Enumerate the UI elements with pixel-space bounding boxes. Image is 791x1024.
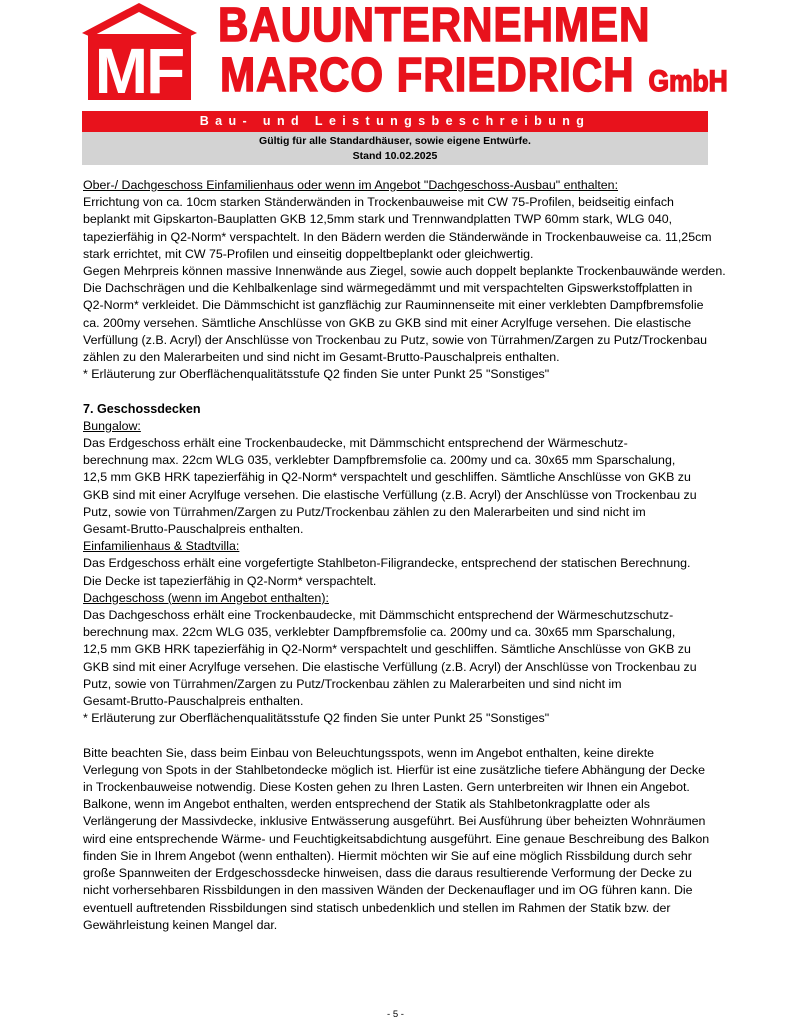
- note-line: große Spannweiten der Erdgeschossdecke hinweisen, dass die daraus resultierende Verformung der Decke zu: [83, 866, 692, 881]
- note-line: in Trockenbauweise notwendig. Diese Kosten gehen zu Ihren Lasten. Gern unterbreiten wir Ihnen ein Angebot.: [83, 780, 690, 795]
- company-name-line2: [220, 48, 728, 103]
- section-title-geschossdecken: 7. Geschossdecken: [83, 401, 201, 416]
- section-heading-dachgeschoss: Ober-/ Dachgeschoss Einfamilienhaus oder wenn im Angebot "Dachgeschoss-Ausbau" enthalten:: [83, 178, 619, 192]
- body-line: 12,5 mm GKB HRK tapezierfähig in Q2-Norm* verspachtelt und geschliffen. Sämtliche Anschlüsse von GKB zu: [83, 470, 691, 485]
- body-line: tapezierfähig in Q2-Norm* verspachtelt. In den Bädern werden die Ständerwände in Trockenbauweise ca. 11,25cm: [83, 229, 712, 244]
- body-line: Putz, sowie von Türrahmen/Zargen zu Putz/Trockenbau zählen zu Malerarbeiten und sind nicht im: [83, 676, 622, 691]
- body-line: Die Dachschrägen und die Kehlbalkenlage sind wärmegedämmt und mit verspachtelten Gipswerkstoffplatten in: [83, 281, 693, 296]
- body-line: Die Decke ist tapezierfähig in Q2-Norm* verspachtelt.: [83, 573, 377, 588]
- note-line: Balkone, wenn im Angebot enthalten, werden entsprechend der Statik als Stahlbetonkragplatte oder als: [83, 797, 650, 812]
- body-line: Das Dachgeschoss erhält eine Trockenbaudecke, mit Dämmschicht entsprechend der Wärmeschutzschutz-: [83, 608, 674, 623]
- note-line: finden Sie in Ihrem Angebot (wenn enthalten). Hiermit möchten wir Sie auf eine möglich Rissbildung durch sehr: [83, 848, 692, 863]
- body-line: beplankt mit Gipskarton-Bauplatten GKB 12,5mm stark und Trennwandplatten TWP 60mm stark, WLG 040,: [83, 212, 673, 227]
- body-line: Verfüllung (z.B. Acryl) der Anschlüsse von Trockenbau zu Putz, sowie von Türrahmen/Zargen zu Putz/Trockenbau: [83, 332, 707, 347]
- body-line: GKB sind mit einer Acrylfuge versehen. Die elastische Verfüllung (z.B. Acryl) der Anschlüsse von Trockenbau zu: [83, 659, 697, 674]
- body-line: zählen zu den Malerarbeiten und sind nicht im Gesamt-Brutto-Pauschalpreis enthalten.: [83, 350, 560, 365]
- body-line: ca. 200my versehen. Sämtliche Anschlüsse von GKB zu GKB sind mit einer Acrylfuge versehen. Die elastische: [83, 315, 692, 330]
- body-line: stark errichtet, mit CW 75-Profilen und einseitig doppeltbeplankt oder gleichwertig.: [83, 246, 534, 261]
- company-name-line1: BAUUNTERNEHMEN: [218, 0, 651, 52]
- logo-text: MF: [94, 35, 184, 100]
- note-line: eventuell auftretenden Rissbildungen sind statisch unbedenklich und stellen im Rahmen der Statik bzw. der: [83, 900, 671, 915]
- body-line: Das Erdgeschoss erhält eine vorgefertigte Stahlbeton-Filigrandecke, entsprechend der statischen Berechnung.: [83, 556, 691, 571]
- note-line: wird eine entsprechende Wärme- und Feuchtigkeitsabdichtung ausgeführt. Eine genaue Beschreibung des Balkon: [83, 831, 710, 846]
- note-line: nicht vorhersehbaren Rissbildungen in den massiven Wänden der Deckenauflager und im OG führen kann. Die: [83, 883, 693, 898]
- body-line: GKB sind mit einer Acrylfuge versehen. Die elastische Verfüllung (z.B. Acryl) der Anschlüsse von Trockenbau zu: [83, 487, 697, 502]
- note-line: Gewährleistung keinen Mangel dar.: [83, 917, 278, 932]
- body-line: Gesamt-Brutto-Pauschalpreis enthalten.: [83, 694, 304, 709]
- subtitle-date: Stand 10.02.2025: [352, 150, 438, 162]
- body-line: Das Erdgeschoss erhält eine Trockenbaudecke, mit Dämmschicht entsprechend der Wärmeschutz-: [83, 436, 628, 451]
- note-line: Verlegung von Spots in der Stahlbetondecke möglich ist. Hierfür ist eine zusätzliche tiefere Abhängung der Decke: [83, 762, 705, 777]
- body-line: Gegen Mehrpreis können massive Innenwände aus Ziegel, sowie auch doppelt beplankte Trockenbauwände werden.: [83, 264, 726, 279]
- body-line: berechnung max. 22cm WLG 035, verklebter Dampfbremsfolie ca. 200my und ca. 30x65 mm Sparschalung,: [83, 453, 676, 468]
- footnote-q2: * Erläuterung zur Oberflächenqualitätsstufe Q2 finden Sie unter Punkt 25 "Sonstiges": [83, 711, 550, 726]
- note-line: Bitte beachten Sie, dass beim Einbau von Beleuchtungsspots, wenn im Angebot enthalten, keine direkte: [83, 745, 655, 760]
- document-title-banner: Bau- und Leistungsbeschreibung: [82, 111, 708, 132]
- body-line: 12,5 mm GKB HRK tapezierfähig in Q2-Norm* verspachtelt und geschliffen. Sämtliche Anschlüsse von GKB zu: [83, 642, 691, 657]
- subheading-dachgeschoss: Dachgeschoss (wenn im Angebot enthalten):: [83, 590, 329, 605]
- footnote-q2: * Erläuterung zur Oberflächenqualitätsstufe Q2 finden Sie unter Punkt 25 "Sonstiges": [83, 367, 550, 382]
- document-body: [83, 177, 726, 934]
- company-logo: [82, 3, 197, 100]
- body-line: Gesamt-Brutto-Pauschalpreis enthalten.: [83, 522, 304, 537]
- document-subtitle: [82, 132, 708, 165]
- subheading-bungalow: Bungalow:: [83, 418, 141, 433]
- company-suffix: GmbH: [648, 65, 728, 98]
- body-line: berechnung max. 22cm WLG 035, verklebter Dampfbremsfolie ca. 200my und ca. 30x65 mm Sparschalung,: [83, 625, 676, 640]
- note-line: Verlängerung der Massivdecke, inklusive Entwässerung ausgeführt. Bei Ausführung über beheizten Wohnräumen: [83, 814, 706, 829]
- body-line: Errichtung von ca. 10cm starken Ständerwänden in Trockenbauweise mit CW 75-Profilen, beidseitig einfach: [83, 195, 674, 210]
- subheading-einfamilienhaus: Einfamilienhaus & Stadtvilla:: [83, 539, 240, 554]
- page-number: - 5 -: [387, 1009, 404, 1020]
- company-name-main: MARCO FRIEDRICH: [220, 49, 635, 102]
- body-line: Q2-Norm* verkleidet. Die Dämmschicht ist ganzflächig zur Rauminnenseite mit einer verklebten Dampfbremsfolie: [83, 298, 704, 313]
- subtitle-validity: Gültig für alle Standardhäuser, sowie eigene Entwürfe.: [259, 135, 531, 147]
- body-line: Putz, sowie von Türrahmen/Zargen zu Putz/Trockenbau zählen zu den Malerarbeiten und sind nicht im: [83, 504, 646, 519]
